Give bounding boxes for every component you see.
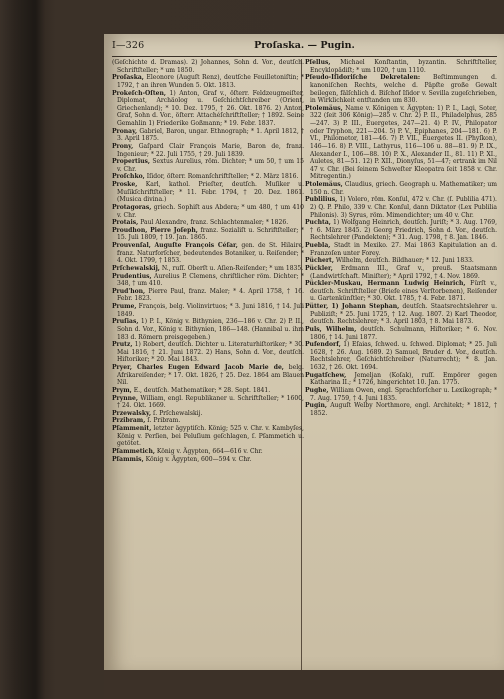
dictionary-entry (112, 364, 304, 387)
entry-text: 1) P. I., König v. Bithynien, 236—186 v. Chr. 2) P. II., Sohn d. Vor., König v. Bithynien, 186—148. (Hannibal u. ihm 183 d. Römern preisgegeben.) (117, 318, 304, 341)
dictionary-entry (305, 372, 497, 387)
entry-text: griech. Sophiſt aus Abdera; * um 480, † um 410 v. Chr. (117, 203, 304, 219)
dictionary-entry (305, 280, 497, 303)
entry-text: Beſtimmungen d. kanoniſchen Rechts, welche d. Päpſte große Gewalt beilegen, fälſchlich d. Biſchof Iſidor v. Sevilla zugeſchrieben, in Wirklichkeit entſtanden um 830. (310, 74, 497, 105)
dictionary-entry (305, 219, 497, 242)
entry-headword: Ptolemäus, (305, 104, 343, 112)
entry-headword: Pückler-Muskau, Hermann Ludwig Heinrich, (305, 280, 466, 288)
dictionary-entry (305, 74, 497, 105)
entry-headword: Pryer, Charles Eugen Edward Jacob Marie de, (112, 364, 284, 371)
entry-headword: Pughe, (305, 386, 329, 394)
entry-headword: Protagoras, (112, 203, 152, 211)
entry-text: König v. Ägypten, 600—594 v. Chr. (145, 455, 252, 463)
entry-headword: Prouvenſal, Auguſte François Céſar, (112, 242, 238, 249)
entry-headword: Pronay, (112, 127, 138, 135)
page-header (112, 40, 497, 52)
entry-text: letzter ägyptiſch. König; 525 v. Chr. v. Kambyſes, König v. Perſien, bei Peluſium geſchlagen, ſ. Pſammetich u. getötet. (117, 425, 304, 448)
dictionary-entry (112, 341, 304, 364)
entry-text: ſ. Pribram. (147, 417, 181, 425)
entry-headword: Prony, (112, 142, 134, 150)
entry-headword: Pugatſchew, (305, 371, 347, 379)
entry-text: Fürſt v., deutſch. Schriftſteller (Briefe eines Verſtorbenen), Reiſender u. Gartenkünſtler; * 30. Okt. 1785, † 4. Febr. 1871. (310, 280, 497, 303)
entry-text: William, engl. Republikaner u. Schriftſteller; * 1600, † 24. Okt. 1669. (117, 394, 304, 410)
dictionary-entry (305, 196, 497, 219)
entry-text: Paul Alexandre, franz. Schlachtenmaler; * 1826. (140, 219, 289, 227)
dictionary-entry (112, 395, 304, 410)
dictionary-entry (112, 143, 304, 158)
entry-text: deutſch. Staatsrechtslehrer u. Publiziſt; * 25. Juni 1725, † 12. Aug. 1807. 2) Karl Theodor, deutſch. Rechtslehrer; * 3. April 1803, † 8. Mai 1873. (310, 303, 497, 326)
entry-text: Gaſpard Clair François Marie, Baron de, franz. Ingenieur; * 22. Juli 1755, † 29. Juli 1839. (117, 142, 304, 158)
dictionary-entry (112, 181, 304, 204)
header-rule (112, 56, 497, 57)
book-page (104, 34, 504, 677)
entry-text: franz. Sozialiſt u. Schriftſteller; * 15. Juli 1809, † 19. Jan. 1865. (117, 226, 304, 242)
entry-text: Erdmann III., Graf v., preuß. Staatsmann (Landwirtſchaft. Miniſter); * April 1792, † 4. Nov. 1869. (310, 264, 497, 280)
dictionary-entry (112, 74, 304, 89)
entry-text: belg. Afrikareiſender; * 17. Okt. 1826, † 25. Dez. 1864 am Blauen Nil. (117, 364, 304, 387)
entry-text: Eleonore (Auguſt Renz), deutſche Feuilletoniſtin; * 1792, † an ihren Wunden 5. Okt. 1813. (117, 74, 304, 89)
dictionary-entry (305, 265, 497, 280)
dictionary-entry (305, 105, 497, 181)
dictionary-entry (112, 173, 304, 181)
entry-headword: Pſellus, (305, 59, 331, 66)
entry-text: 1) Wolfgang Heinrich, deutſch. Juriſt; * 3. Aug. 1769, † 6. März 1845. 2) Georg Friedrich, Sohn d. Vor., deutſch. Rechtslehrer (Pandekten); * 31. Aug. 1798, † 8. Jan. 1846. (310, 219, 497, 242)
dictionary-entry (305, 181, 497, 196)
entry-headword: Proſaska, (112, 74, 144, 82)
entry-headword: Prym, (112, 386, 132, 394)
dictionary-entry (112, 158, 304, 173)
entry-text: Jemeljan (Koſak), ruſſ. Empörer gegen Katharina II.; * 1726, hingerichtet 10. Jan. 1775. (310, 371, 497, 387)
page-title: Proſaska. — Pugin. (254, 40, 355, 51)
dictionary-entry (112, 456, 304, 464)
dictionary-entry (112, 288, 304, 303)
dictionary-entry (305, 303, 497, 326)
entry-text: gen. de St. Hilaire, franz. Naturforſcher, bedeutendes Botaniker, u. Reiſender; * 4. Okt. 1799, † 1853. (117, 242, 304, 265)
dictionary-entry (112, 59, 304, 74)
left-column (112, 59, 304, 463)
entry-text: 1) Volero, röm. Konſul, 472 v. Chr. (ſ. Publilia 471). 2) Q. P. Philo, 339 v. Chr. Konſul, dann Diktator (Lex Publilia Philonis). 3) Syrus, röm. Mimendichter; um 40 v. Chr. (310, 196, 497, 219)
entry-headword: Prume, (112, 303, 137, 310)
dictionary-entry (305, 402, 497, 417)
dictionary-entry (305, 59, 497, 74)
entry-headword: Pütter, 1) Johann Stephan, (305, 303, 400, 310)
dictionary-entry (112, 265, 304, 273)
dictionary-entry (112, 204, 304, 219)
entry-headword: Puls, Wilhelm, (305, 325, 357, 333)
dictionary-entry (112, 425, 304, 448)
dictionary-entry (112, 242, 304, 265)
entry-text: König v. Ägypten, 664—616 v. Chr. (156, 447, 263, 455)
entry-text: Auguſt Welby Northmore, engl. Architekt; * 1812, † 1852. (310, 402, 497, 417)
entry-text: E., deutſch. Mathematiker; * 28. Sept. 1841. (133, 386, 271, 394)
entry-headword: Pugin, (305, 402, 327, 410)
entry-headword: Prokeſch-Oſten, (112, 89, 167, 97)
entry-text: Sextus Aurelius, röm. Dichter; * um 50, † um 15 v. Chr. (117, 158, 304, 173)
entry-text: 1) Eſaias, ſchwed. u. ſchwed. Diplomat; * 25. Juli 1628, † 26. Aug. 1689. 2) Samuel, Bruder d. Vor., deutſch. Rechtslehrer, Geſchichtſchreiber (Naturrecht); * 8. Jan. 1632, † 26. Okt. 1694. (310, 341, 497, 371)
entry-text: François, belg. Violinvirtuos; * 3. Juni 1816, † 14. Juli 1849. (117, 303, 304, 318)
entry-headword: Püchert, (305, 257, 334, 265)
dictionary-entry (112, 90, 304, 128)
dictionary-entry (112, 417, 304, 425)
dictionary-entry (112, 219, 304, 227)
entry-headword: Publilius, (305, 196, 338, 204)
entry-headword: Pufendorf, (305, 341, 341, 349)
entry-headword: Pſammis, (112, 455, 144, 463)
entry-headword: Proske, (112, 181, 138, 188)
dictionary-entry (305, 242, 497, 257)
dictionary-entry (305, 257, 497, 265)
entry-text: Name v. Königen v. Ägypten: 1) P. I., Lagi, Soter, 322 (ſeit 306 König)—285 v. Chr. 2) P. II., Philadelphus, 285—247. 3) P. III., Euergetes, 247—21. 4) P. IV., Philopator oder Tryphon, 221—204. 5) P. V., Epiphanes, 204—181. 6) P. VI., Philometor, 181—46. 7) P. VII., Euergetes II. (Phyſkon), 146—16. 8) P. VIII., Lathyrus, 116—106 u. 88—81. 9) P. IX., Alexander I., 106—88. 10) P. X., Alexander II., 81. 11) P. XI., Auletes, 81—51. 12) P. XII., Dionyſus, 51—47; ertrank im Nil 47 v. Chr. (Bei ſeinem Schweſter Kleopatra ſeit 1858 v. Chr. Mitregentin.) (310, 104, 497, 181)
entry-headword: Proſchko, (112, 173, 145, 181)
entry-text: Pierre Paul, franz. Maler; * 4. April 1758, † 16. Febr. 1823. (117, 287, 304, 303)
entry-headword: Ptolemäus, (305, 181, 343, 188)
entry-headword: Pruſias, (112, 318, 139, 326)
dictionary-entry (112, 387, 304, 395)
entry-text: (Geſchichte d. Dramas). 2) Johannes, Sohn d. Vor., deutſch. Schriftſteller; * um 1850. (112, 59, 304, 74)
entry-headword: Prud'hon, (112, 287, 146, 295)
dictionary-entry (112, 448, 304, 456)
page-number: I—326 (112, 40, 145, 51)
entry-headword: Przewalsky, (112, 409, 152, 417)
entry-headword: Pſammenit, (112, 425, 152, 432)
entry-headword: Przibram, (112, 417, 146, 425)
entry-headword: Prſchewalskij, (112, 264, 160, 272)
dictionary-entry (112, 318, 304, 341)
entry-headword: Pſammetich, (112, 447, 155, 455)
entry-text: Wilhelm, deutſch. Bildhauer; * 12. Juni 1833. (335, 257, 474, 265)
entry-headword: Propertius, (112, 158, 151, 166)
dictionary-entry (112, 410, 304, 418)
dictionary-entry (112, 227, 304, 242)
entry-headword: Protais, (112, 219, 139, 227)
entry-headword: Puchta, (305, 219, 331, 227)
entry-text: Iſidor, öſterr. Romanſchriftſteller; * 2. März 1816. (146, 173, 299, 181)
entry-text: Stadt in Mexiko. 27. Mai 1863 Kapitulation an d. Franzoſen unter Forey. (310, 242, 497, 257)
entry-text: Gabriel, Baron, ungar. Ethnograph; * 1. April 1812, † 3. April 1875. (117, 127, 304, 143)
entry-headword: Pſeudo-Iſidoriſche Dekretalen: (305, 74, 421, 82)
entry-text: deutſch. Schulmann, Hiſtoriker; * 6. Nov. 1806, † 14. Juni 1877. (310, 325, 497, 341)
dictionary-entry (112, 273, 304, 288)
entry-headword: Pückler, (305, 264, 333, 272)
dictionary-entry (305, 326, 497, 341)
entry-text: 1) Anton, Graf v., öſterr. Feldzeugmeiſter, Diplomat, Archäolog u. Geſchichtſchreiber (Orient, Griechenland); * 10. Dez. 1795, † 26. Okt. 1876. 2) Anton, Graf, Sohn d. Vor., öſterr. Attachéſchriftſteller; † 1892. Seine Gemahlin 1) Friederike Goßmann; * 19. Febr. 1837. (117, 89, 304, 127)
entry-text: William Owen, engl. Sprachforſcher u. Lexikograph; * 7. Aug. 1759, † 4. Juni 1835. (310, 386, 497, 402)
entry-headword: Prudentius, (112, 272, 152, 280)
entry-text: 1) Robert, deutſch. Dichter u. Literaturhiſtoriker; * 30. Mai 1816, † 21. Juni 1872. 2) Hans, Sohn d. Vor., deutſch. Hiſtoriker; * 20. Mai 1843. (117, 341, 304, 364)
entry-headword: Proudhon, Pierre Joſeph, (112, 226, 198, 234)
entry-headword: Prutz, (112, 341, 133, 349)
dictionary-entry (305, 341, 497, 372)
entry-text: Claudius, griech. Geograph u. Mathematiker; um 150 n. Chr. (310, 181, 497, 196)
entry-text: Michael Konſtantin, byzantin. Schriftſteller, Encyklopädiſt; * um 1020, † um 1110. (310, 59, 497, 74)
dictionary-entry (112, 128, 304, 143)
entry-text: Karl, kathol. Prieſter, deutſch. Muſiker u. Muſikſchriftſteller; * 11. Febr. 1794, † 20. Dez. 1861. (Musica divina.) (117, 181, 304, 204)
right-column (305, 59, 497, 417)
entry-text: ſ. Prſchewalskij. (153, 409, 203, 417)
entry-headword: Puebla, (305, 242, 331, 249)
entry-headword: Prynne, (112, 394, 138, 402)
dictionary-entry (112, 303, 304, 318)
entry-text: Aurelius P. Clemens, chriſtlicher röm. Dichter; * 348, † um 410. (117, 272, 304, 288)
page-bottom-edge (104, 670, 504, 699)
entry-text: N., ruſſ. Oberſt u. Aſien-Reiſender; * um 1835. (161, 264, 304, 272)
dictionary-entry (305, 387, 497, 402)
